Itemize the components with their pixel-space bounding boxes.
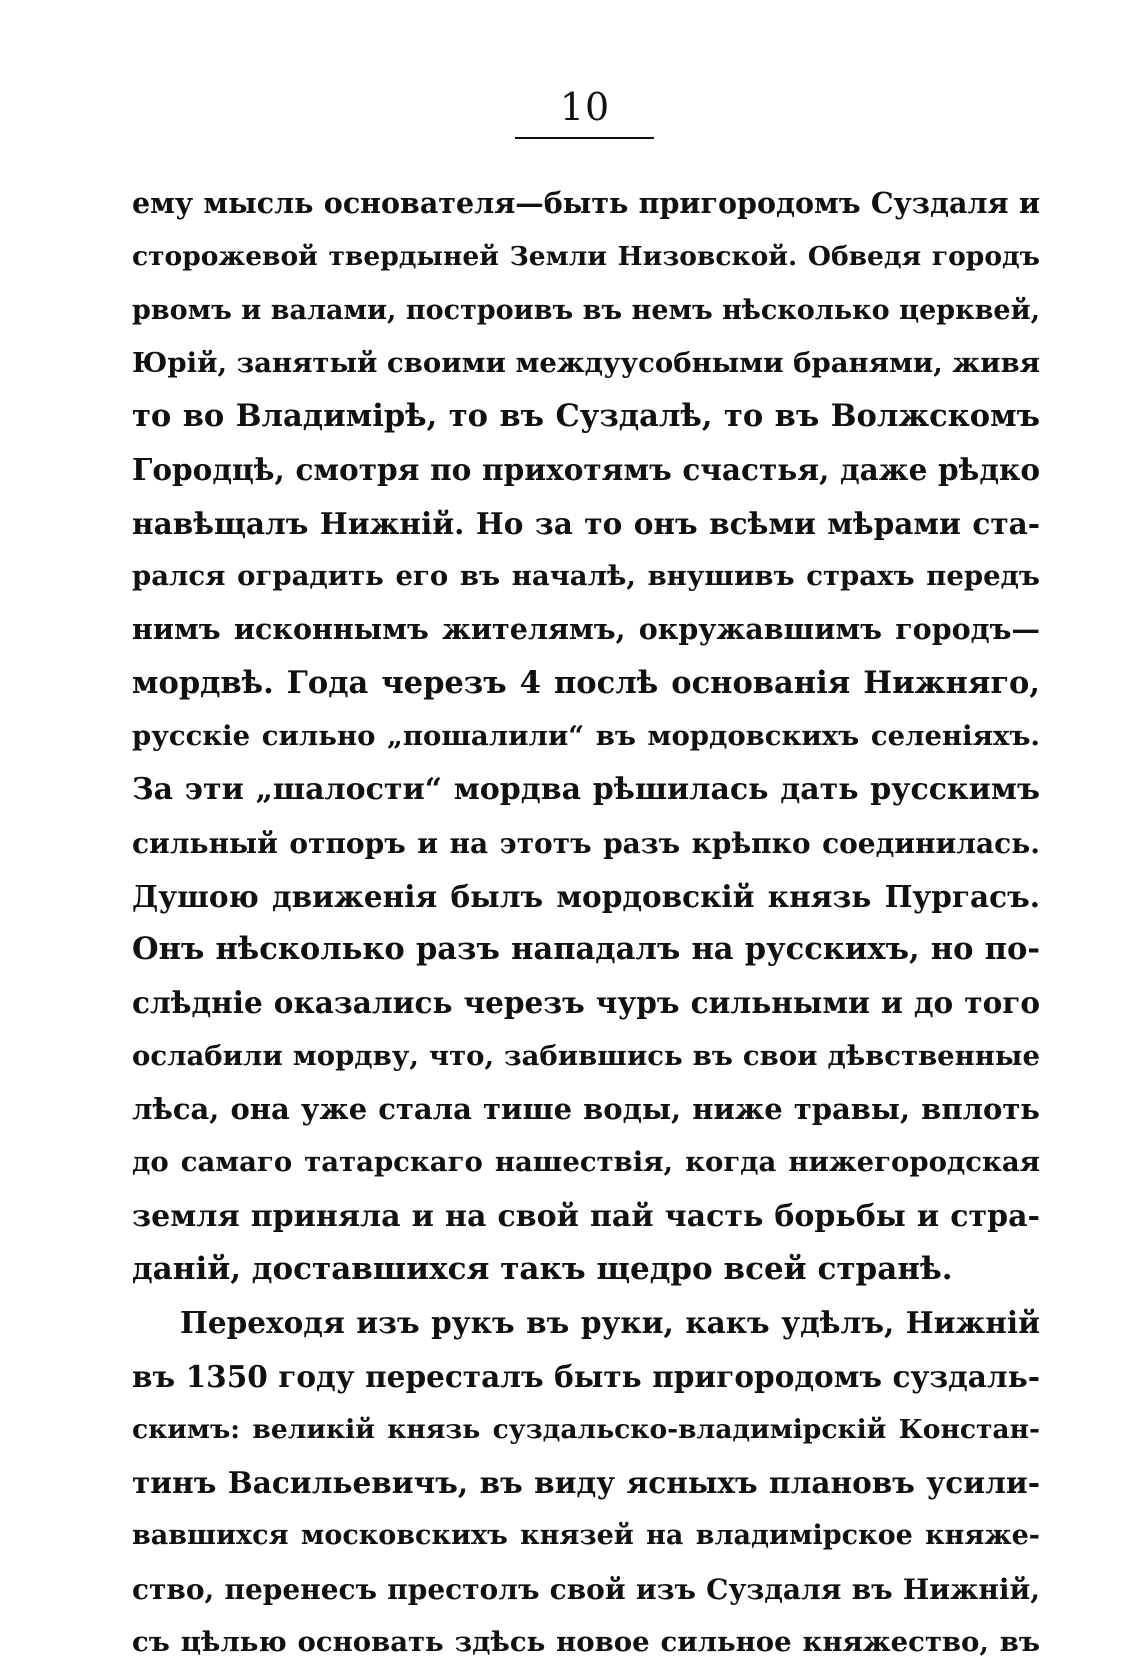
text-line: навѣщалъ Нижній. Но за то онъ всѣми мѣрами ста-: [132, 505, 1040, 541]
text-line: сторожевой твердыней Земли Низовской. Обведя городъ: [132, 241, 1040, 273]
text-line: вавшихся московскихъ князей на владимірское княже-: [132, 1520, 1040, 1552]
text-line: въ 1350 году пересталъ быть пригородомъ суздаль-: [132, 1358, 1040, 1394]
text-line: Переходя изъ рукъ въ руки, какъ удѣлъ, Нижній: [180, 1305, 1040, 1341]
text-line: съ цѣлью основать здѣсь новое сильное княжество, въ: [132, 1626, 1040, 1659]
text-line: русскіе сильно „пошалили“ въ мордовскихъ селеніяхъ.: [132, 719, 1040, 752]
text-line: скимъ: великій князь суздальско-владимірскій Констан-: [132, 1413, 1040, 1445]
text-line: до самаго татарскаго нашествія, когда нижегородская: [132, 1146, 1040, 1179]
text-line: мордвѣ. Года черезъ 4 послѣ основанія Нижняго,: [132, 664, 1040, 701]
text-line: тинъ Васильевичъ, въ виду ясныхъ плановъ усили-: [132, 1465, 1040, 1501]
text-line: то во Владимірѣ, то въ Суздалѣ, то въ Волжскомъ: [132, 398, 1040, 435]
text-line: ство, перенесъ престолъ свой изъ Суздаля въ Нижній,: [132, 1572, 1040, 1606]
text-line: лѣса, она уже стала тише воды, ниже травы, вплоть: [132, 1092, 1040, 1127]
text-line: нимъ исконнымъ жителямъ, окружавшимъ городъ—: [132, 612, 1040, 647]
paragraph: [132, 1296, 1040, 1669]
text-line: сильный отпоръ и на этотъ разъ крѣпко соединилась.: [132, 826, 1040, 860]
text-line: ему мысль основателя—быть пригородомъ Суздаля и: [132, 186, 1040, 220]
page-number-rule: [515, 137, 654, 139]
text-line: даній, доставшихся такъ щедро всей странѣ.: [132, 1250, 953, 1287]
text-line: слѣдніе оказались черезъ чуръ сильными и до того: [132, 985, 1040, 1021]
text-line: рвомъ и валами, построивъ въ немъ нѣсколько церквей,: [132, 294, 1040, 326]
text-line: Душою движенія былъ мордовскій князь Пургасъ.: [132, 878, 1040, 914]
text-line: Юрій, занятый своими междуусобными бранями, живя: [132, 346, 1040, 379]
page-number: 10: [559, 85, 611, 129]
text-line: рался оградить его въ началѣ, внушивъ страхъ передъ: [132, 560, 1040, 593]
paragraph: [132, 177, 1040, 1296]
body-text: [132, 177, 1040, 1669]
text-line: ослабили мордву, что, забившись въ свои дѣвственные: [132, 1039, 1040, 1072]
text-line: За эти „шалости“ мордва рѣшилась дать русскимъ: [132, 772, 1040, 808]
text-line: Городцѣ, смотря по прихотямъ счастья, даже рѣдко: [132, 452, 1040, 488]
text-line: земля приняла и на свой пай часть борьбы и стра-: [132, 1198, 1040, 1234]
text-line: Онъ нѣсколько разъ нападалъ на русскихъ, но по-: [132, 931, 1040, 968]
